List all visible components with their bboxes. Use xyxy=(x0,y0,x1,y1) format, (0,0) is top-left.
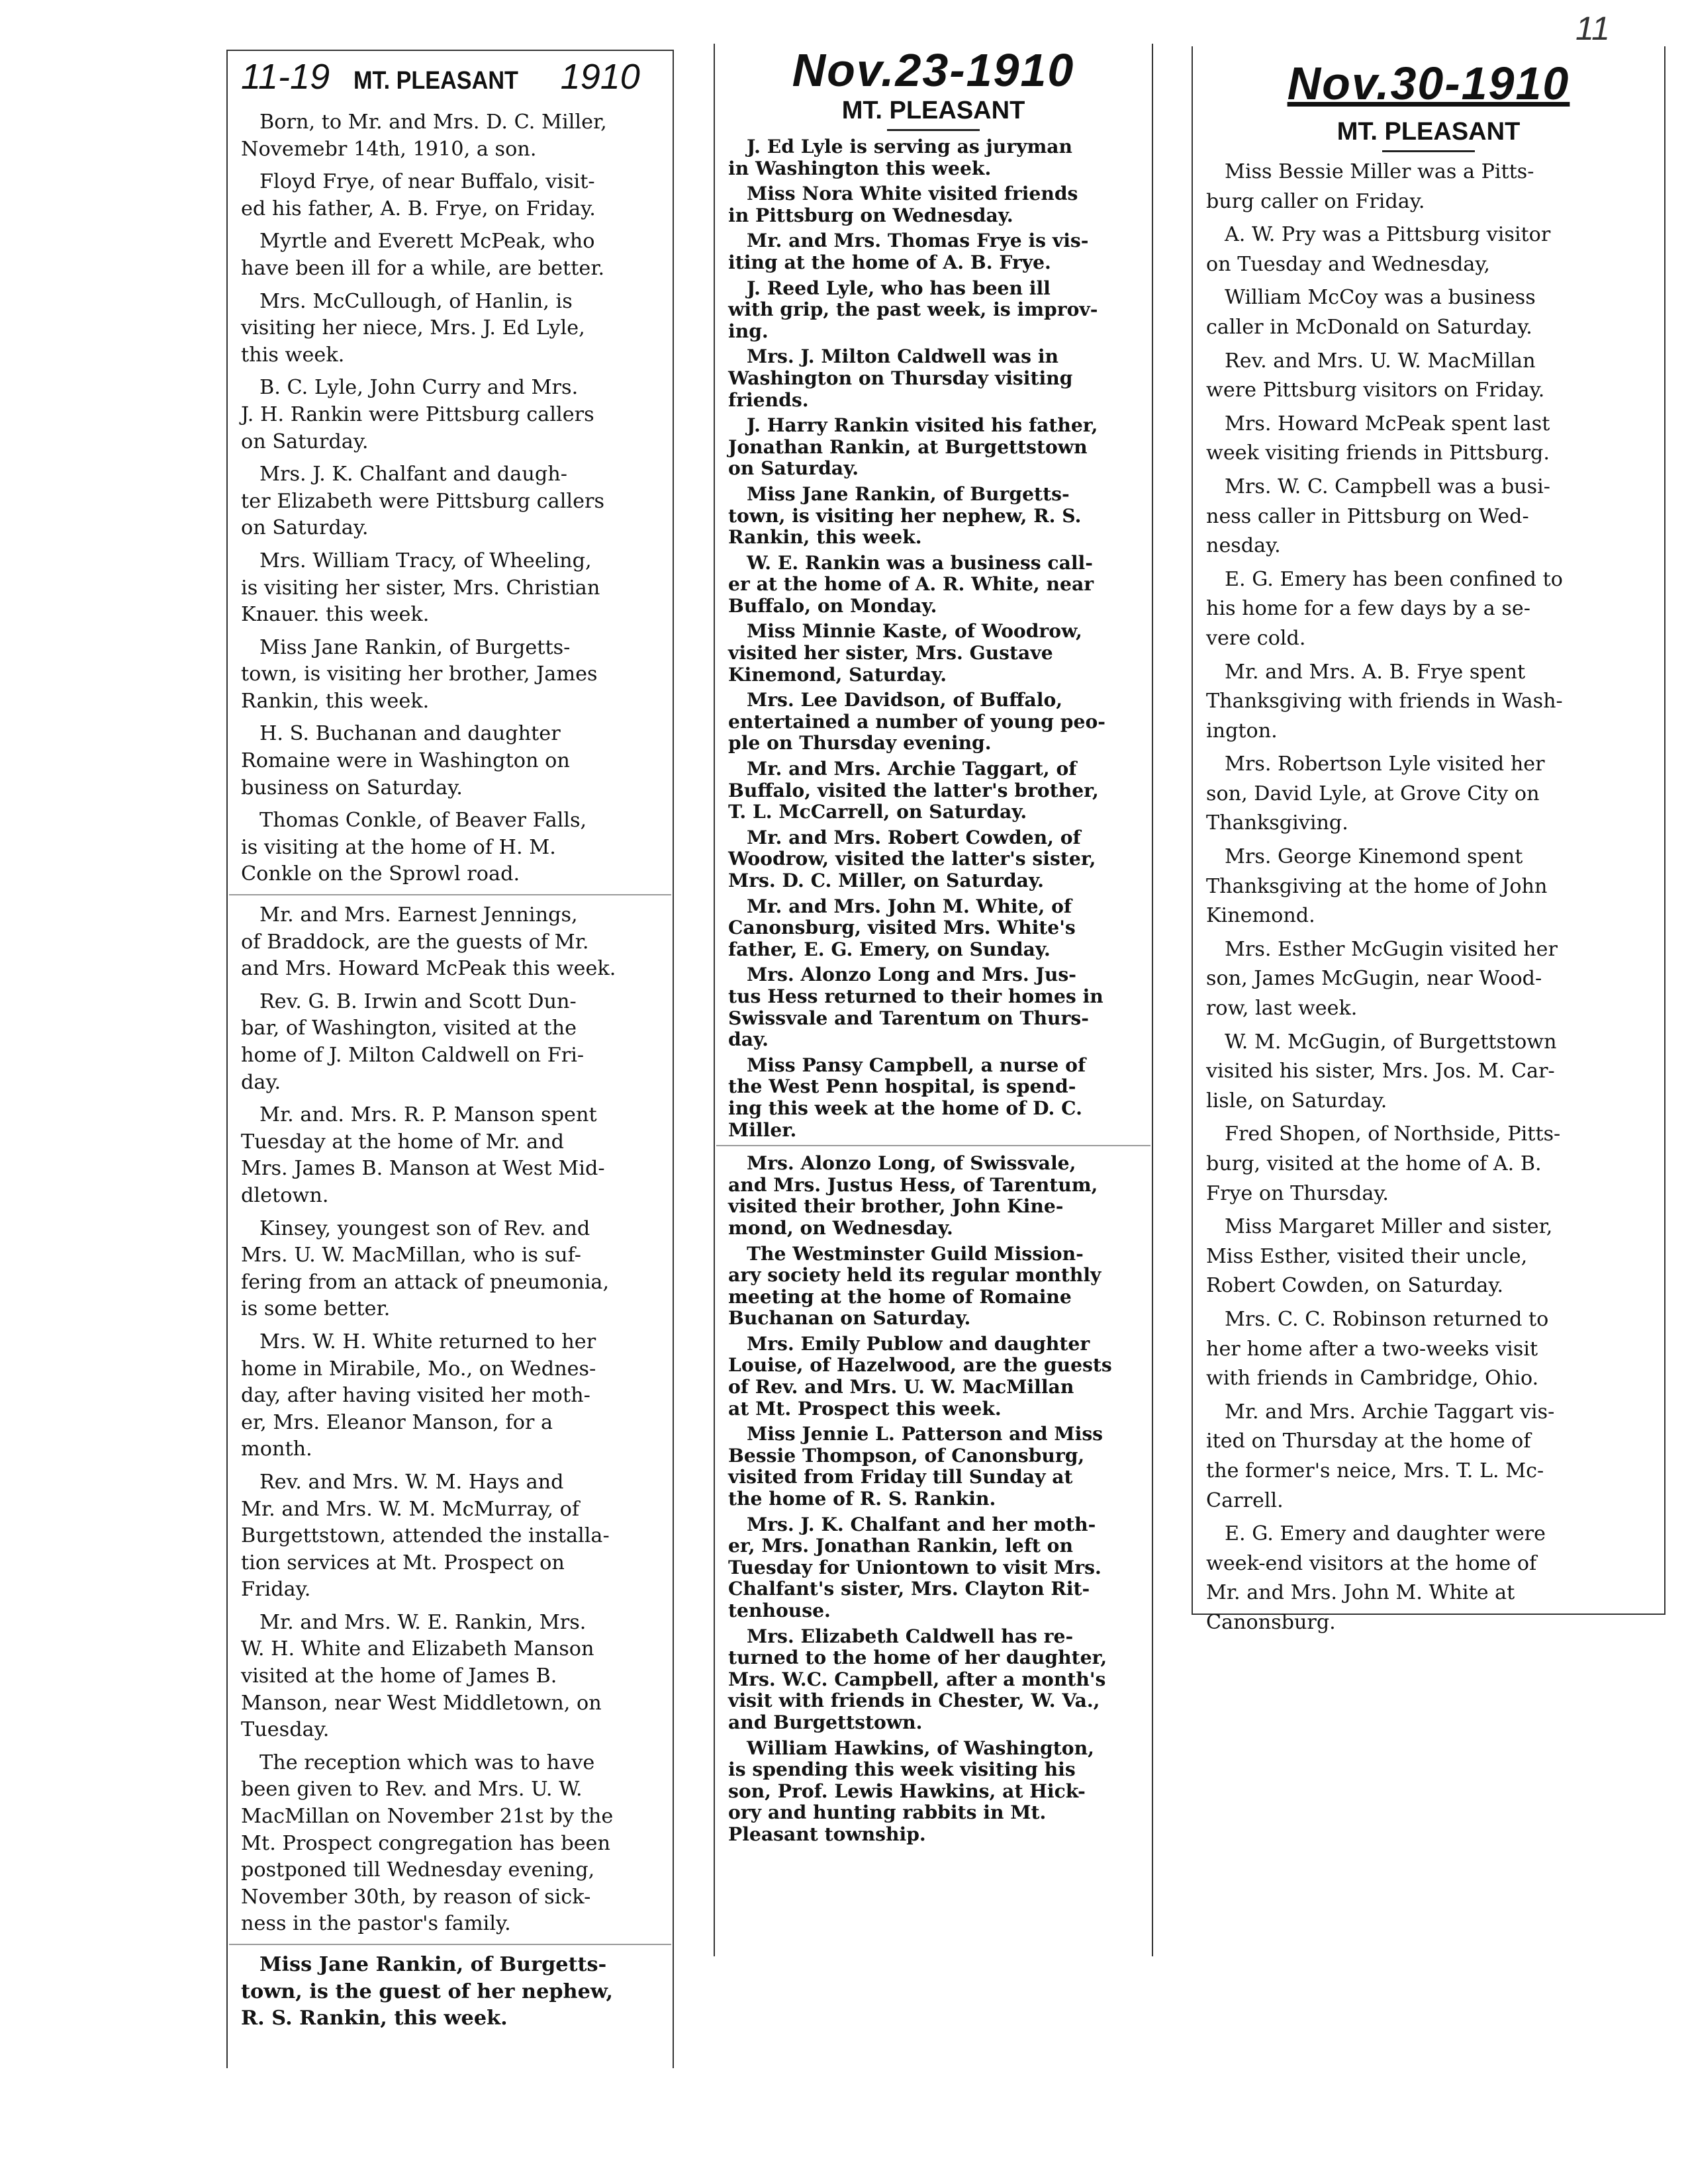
news-item: William McCoy was a business caller in McDonald on Saturday. xyxy=(1206,286,1536,339)
news-item: Mrs. W. H. White returned to her home in Mirabile, Mo., on Wednes- day, after having visited her moth- er, Mrs. Eleanor Manson, for a month. xyxy=(241,1330,596,1461)
page-number-mark: 11 xyxy=(1575,10,1610,47)
news-item: Mrs. Elizabeth Caldwell has re- turned to the home of her daughter, Mrs. W.C. Campbell, after a month's visit with friends in Chester, W. Va., and Burgettstown. xyxy=(728,1625,1107,1733)
news-item: Mr. and Mrs. Robert Cowden, of Woodrow, visited the latter's sister, Mrs. D. C. Miller, on Saturday. xyxy=(728,826,1096,891)
news-item: Mrs. Howard McPeak spent last week visiting friends in Pittsburg. xyxy=(1206,412,1550,465)
news-item: Mrs. Lee Davidson, of Buffalo, entertained a number of young peo- ple on Thursday evening. xyxy=(728,689,1105,754)
news-item: Mr. and. Mrs. R. P. Manson spent Tuesday at the home of Mr. and Mrs. James B. Manson at West Mid- dletown. xyxy=(241,1103,605,1207)
news-item: William Hawkins, of Washington, is spending this week visiting his son, Prof. Lewis Hawkins, at Hick- ory and hunting rabbits in Mt. Pleasant township. xyxy=(728,1737,1094,1845)
news-item: Myrtle and Everett McPeak, who have been ill for a while, are better. xyxy=(241,230,605,280)
news-item: Mrs. W. C. Campbell was a busi- ness caller in Pittsburg on Wed- nesday. xyxy=(1206,475,1550,558)
handwritten-date: Nov.30-1910 xyxy=(1287,58,1570,109)
news-item: W. E. Rankin was a business call- er at the home of A. R. White, near Buffalo, on Monday. xyxy=(728,551,1094,617)
section-heading: MT. PLEASANT xyxy=(841,97,1025,124)
news-item: Kinsey, youngest son of Rev. and Mrs. U. W. MacMillan, who is suf- fering from an attack of pneumonia, is some better. xyxy=(241,1216,610,1321)
news-item: Mrs. McCullough, of Hanlin, is visiting her niece, Mrs. J. Ed Lyle, this week. xyxy=(241,289,585,367)
clipping-header xyxy=(1206,46,1651,152)
news-item: Mrs. J. K. Chalfant and daugh- ter Elizabeth were Pittsburg callers on Saturday. xyxy=(241,463,605,540)
news-item: W. M. McGugin, of Burgettstown visited his sister, Mrs. Jos. M. Car- lisle, on Saturday. xyxy=(1206,1030,1557,1113)
news-item: Mrs. Alonzo Long, of Swissvale, and Mrs. Justus Hess, of Tarentum, visited their brother, John Kine- mond, on Wednesday. xyxy=(728,1152,1098,1239)
news-item: Mr. and Mrs. Thomas Frye is vis- iting at the home of A. B. Frye. xyxy=(728,230,1089,273)
news-item: Miss Jennie L. Patterson and Miss Bessie Thompson, of Canonsburg, visited from Friday till Sunday at the home of R. S. Rankin. xyxy=(728,1423,1103,1510)
news-items xyxy=(1206,158,1651,1638)
news-item: Miss Pansy Campbell, a nurse of the West Penn hospital, is spend- ing this week at the home of D. C. Miller. xyxy=(728,1054,1086,1141)
news-item: Miss Margaret Miller and sister, Miss Esther, visited their uncle, Robert Cowden, on Saturday. xyxy=(1206,1215,1553,1298)
clipping-header xyxy=(241,51,659,109)
news-item: Rev. G. B. Irwin and Scott Dun- bar, of Washington, visited at the home of J. Milton Caldwell on Fri- day. xyxy=(241,989,585,1094)
news-item: Fred Shopen, of Northside, Pitts- burg, visited at the home of A. B. Frye on Thursday. xyxy=(1206,1122,1561,1205)
clipping-header xyxy=(728,44,1139,131)
section-heading: MT. PLEASANT xyxy=(1336,118,1521,146)
handwritten-date: Nov.23-1910 xyxy=(792,44,1075,96)
news-item: Miss Jane Rankin, of Burgetts- town, is the guest of her nephew, R. S. Rankin, this week. xyxy=(241,1953,614,2030)
clipping-nov-23 xyxy=(714,44,1153,1956)
news-item: Mrs. Emily Publow and daughter Louise, of Hazelwood, are the guests of Rev. and Mrs. U. W. MacMillan at Mt. Prospect this week. xyxy=(728,1332,1112,1420)
news-item: Born, to Mr. and Mrs. D. C. Miller, Novemebr 14th, 1910, a son. xyxy=(241,111,607,161)
news-items xyxy=(241,109,659,2032)
heading-rule xyxy=(1382,150,1475,152)
news-item: Mrs. C. C. Robinson returned to her home after a two-weeks visit with friends in Cambridge, Ohio. xyxy=(1206,1307,1549,1390)
news-item: B. C. Lyle, John Curry and Mrs. J. H. Rankin were Pittsburg callers on Saturday. xyxy=(241,376,594,453)
heading-rule xyxy=(887,129,980,131)
news-item: Miss Nora White visited friends in Pittsburg on Wednesday. xyxy=(728,183,1078,226)
news-items xyxy=(728,136,1139,1846)
news-item: Mrs. Robertson Lyle visited her son, David Lyle, at Grove City on Thanksgiving. xyxy=(1206,752,1545,835)
news-item: Thomas Conkle, of Beaver Falls, is visiting at the home of H. M. Conkle on the Sprowl road. xyxy=(241,809,587,886)
news-item: Rev. and Mrs. W. M. Hays and Mr. and Mrs. W. M. McMurray, of Burgettstown, attended the installa- tion services at Mt. Prospect on Friday. xyxy=(241,1470,610,1602)
news-item: Mr. and Mrs. Archie Taggart, of Buffalo, visited the latter's brother, T. L. McCarrell, on Saturday. xyxy=(728,758,1099,823)
news-item: Mrs. J. K. Chalfant and her moth- er, Mrs. Jonathan Rankin, left on Tuesday for Uniontown to visit Mrs. Chalfant's sister, Mrs. Clayton Rit- tenhouse. xyxy=(728,1513,1102,1621)
clipping-divider xyxy=(229,1944,671,1945)
handwritten-year: 1910 xyxy=(560,57,640,97)
news-item: E. G. Emery and daughter were week-end visitors at the home of Mr. and Mrs. John M. White at Canonsburg. xyxy=(1206,1522,1546,1634)
news-item: Mr. and Mrs. Earnest Jennings, of Braddock, are the guests of Mr. and Mrs. Howard McPeak this week. xyxy=(241,903,616,981)
section-heading: MT. PLEASANT xyxy=(353,67,519,95)
clipping-nov-19 xyxy=(226,50,674,2068)
news-item: Mrs. J. Milton Caldwell was in Washington on Thursday visiting friends. xyxy=(728,345,1073,411)
news-item: A. W. Pry was a Pittsburg visitor on Tuesday and Wednesday, xyxy=(1206,223,1551,276)
news-item: Mr. and Mrs. A. B. Frye spent Thanksgiving with friends in Wash- ington. xyxy=(1206,660,1563,743)
news-item: Miss Bessie Miller was a Pitts- burg caller on Friday. xyxy=(1206,160,1534,213)
clipping-divider xyxy=(229,894,671,895)
news-item: E. G. Emery has been confined to his home for a few days by a se- vere cold. xyxy=(1206,567,1563,650)
news-item: Miss Jane Rankin, of Burgetts- town, is visiting her brother, James Rankin, this week. xyxy=(241,635,598,713)
clipping-divider xyxy=(716,1145,1150,1146)
news-item: The reception which was to have been given to Rev. and Mrs. U. W. MacMillan on November 21st by the Mt. Prospect congregation has been postponed till Wednesday evening, November 30th, by reason of sick- ness in the pastor's family. xyxy=(241,1751,614,1936)
news-item: Mr. and Mrs. W. E. Rankin, Mrs. W. H. White and Elizabeth Manson visited at the home of James B. Manson, near West Middletown, on Tuesday. xyxy=(241,1610,602,1742)
news-item: The Westminster Guild Mission- ary society held its regular monthly meeting at the home of Romaine Buchanan on Saturday. xyxy=(728,1242,1102,1330)
clipping-nov-30 xyxy=(1192,46,1665,1634)
news-item: Floyd Frye, of near Buffalo, visit- ed his father, A. B. Frye, on Friday. xyxy=(241,170,596,220)
news-item: Mr. and Mrs. Archie Taggart vis- ited on Thursday at the home of the former's neice, Mrs. T. L. Mc- Carrell. xyxy=(1206,1400,1555,1512)
news-item: Mrs. Alonzo Long and Mrs. Jus- tus Hess returned to their homes in Swissvale and Tarentum on Thurs- day. xyxy=(728,964,1103,1051)
news-item: J. Reed Lyle, who has been ill with grip, the past week, is improv- ing. xyxy=(728,277,1098,342)
news-item: Miss Jane Rankin, of Burgetts- town, is visiting her nephew, R. S. Rankin, this week. xyxy=(728,482,1082,549)
news-item: Mrs. Esther McGugin visited her son, James McGugin, near Wood- row, last week. xyxy=(1206,937,1558,1021)
news-item: Rev. and Mrs. U. W. MacMillan were Pittsburg visitors on Friday. xyxy=(1206,349,1545,402)
news-item: Mrs. William Tracy, of Wheeling, is visiting her sister, Mrs. Christian Knauer. this week. xyxy=(241,549,600,627)
news-item: J. Ed Lyle is serving as juryman in Washington this week. xyxy=(728,136,1073,179)
news-item: H. S. Buchanan and daughter Romaine were in Washington on business on Saturday. xyxy=(241,722,570,799)
handwritten-date: 11-19 xyxy=(241,57,330,97)
news-item: Mr. and Mrs. John M. White, of Canonsburg, visited Mrs. White's father, E. G. Emery, on Sunday. xyxy=(728,895,1076,960)
news-item: Miss Minnie Kaste, of Woodrow, visited her sister, Mrs. Gustave Kinemond, Saturday. xyxy=(728,620,1082,686)
news-item: J. Harry Rankin visited his father, Jonathan Rankin, at Burgettstown on Saturday. xyxy=(728,414,1098,480)
news-item: Mrs. George Kinemond spent Thanksgiving at the home of John Kinemond. xyxy=(1206,845,1548,928)
